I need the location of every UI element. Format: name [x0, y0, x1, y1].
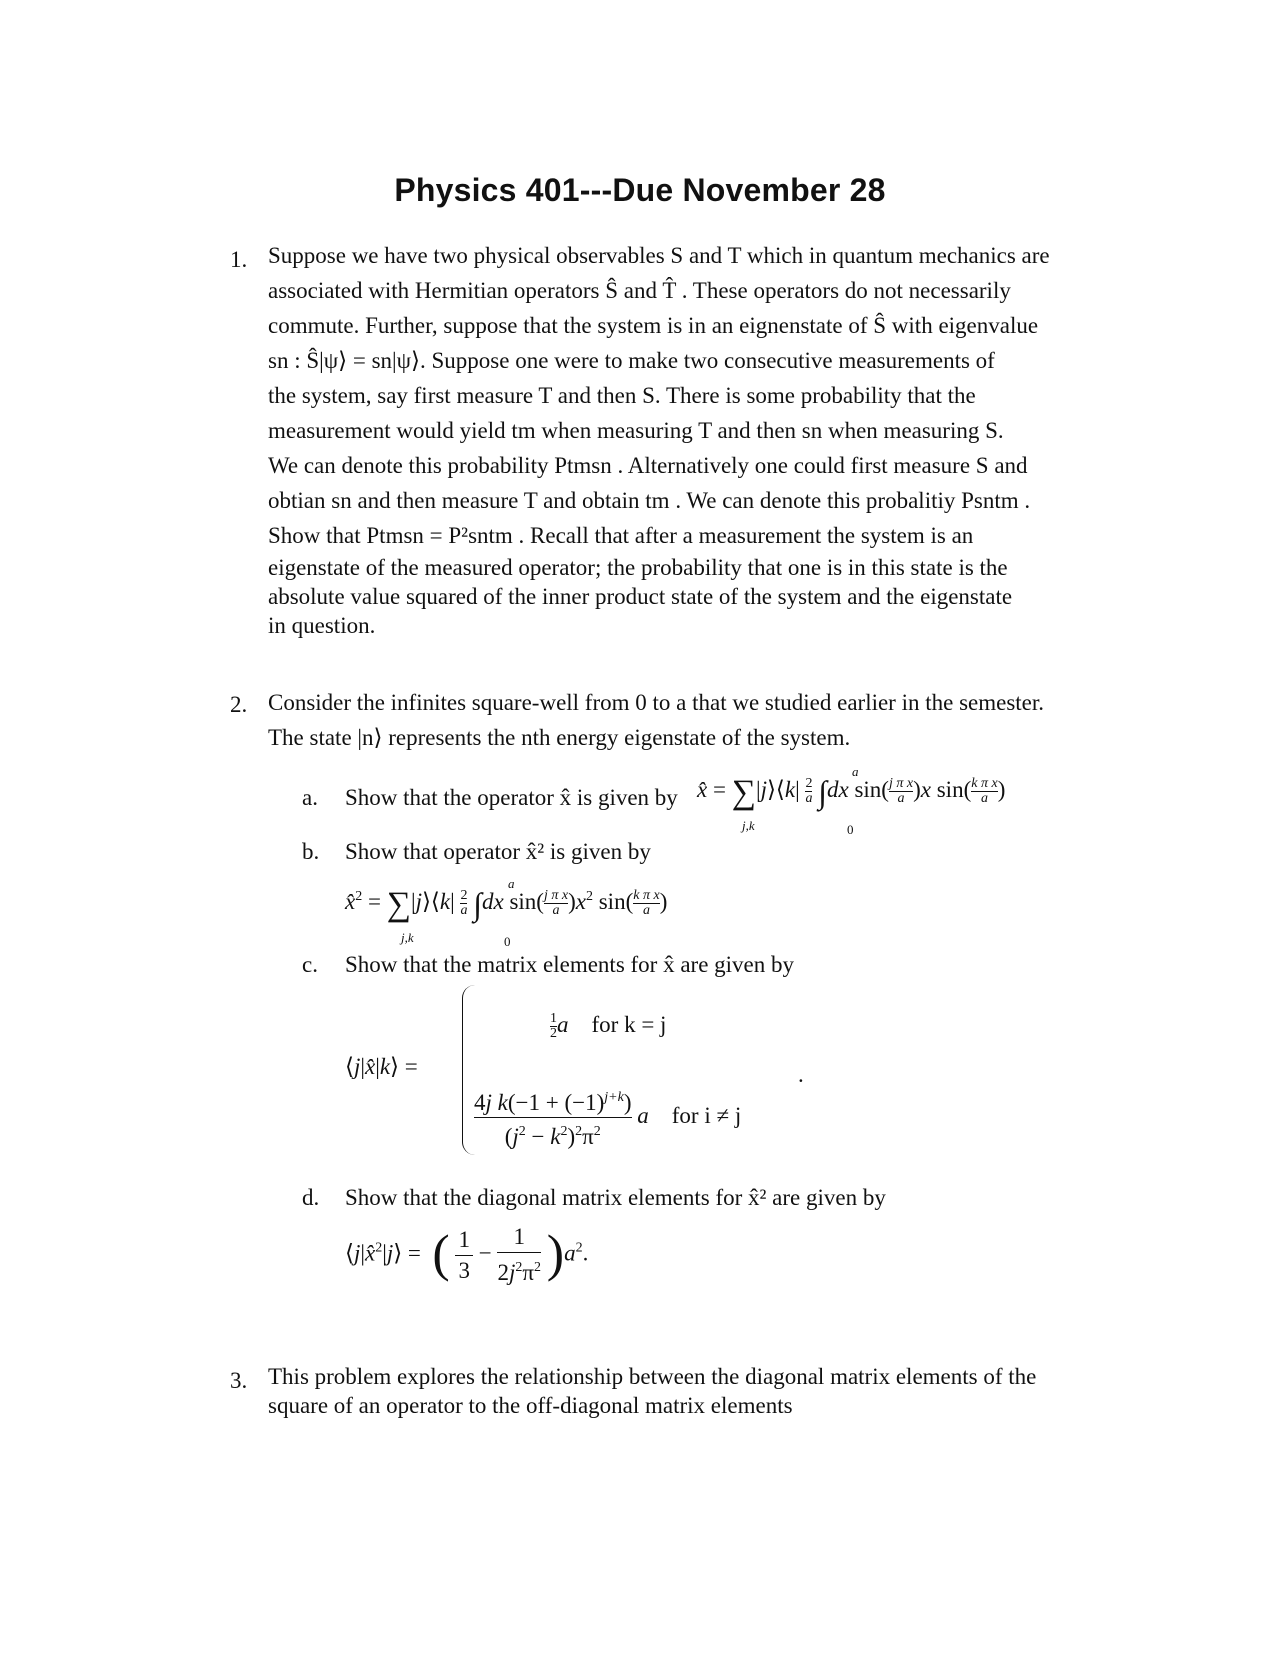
problem-1-line: Show that Ptmsn = P²sntm . Recall that after a measurement the system is an: [268, 523, 974, 548]
problem-1-line: sn : Ŝ|ψ⟩ = sn|ψ⟩. Suppose one were to make two consecutive measurements of: [268, 348, 995, 373]
matrix-element-lhs: ⟨j|x̂|k⟩ =: [345, 1054, 418, 1079]
problem-1-line: absolute value squared of the inner product state of the system and the eigenstate: [268, 584, 1013, 609]
case-diagonal: $\frac{1}{2}$ a for k = j: [550, 1011, 667, 1042]
problem-3-text: [268, 1362, 1098, 1420]
problem-3-line: square of an operator to the off-diagonal matrix elements: [268, 1393, 793, 1418]
problem-1-line: commute. Further, suppose that the system is in an eignenstate of Ŝ with eigenvalue: [268, 313, 1039, 338]
problem-1-line: associated with Hermitian operators Ŝ and T̂ . These operators do not necessarily: [268, 278, 1011, 303]
part-c-label: c.: [302, 952, 318, 977]
problem-1-line: in question.: [268, 613, 376, 638]
part-b-label: b.: [302, 839, 320, 864]
part-b-text: Show that operator x̂² is given by: [345, 839, 651, 864]
trailing-period: .: [798, 1062, 804, 1087]
problem-2-intro-line: Consider the infinites square-well from 0 to a that we studied earlier in the semester.: [268, 690, 1045, 715]
part-c-text: Show that the matrix elements for x̂ are given by: [345, 952, 795, 977]
document-page: Physics 401---Due November 28 1. Suppose we have two physical observables S and T which in quantum mechanics are associated with Hermitian operators Ŝ and T̂ . These operators do not necessarily commute. Further, suppose that the system is in an eignenstate of Ŝ with eigenvalue sn : Ŝ|ψ⟩ = sn|ψ⟩. Suppose one were to make two consecutive measurements of the system, say first measure T and then S. There is some probability that the measurement would yield tm when measuring T and then sn when measuring S. We can denote this probability Ptmsn . Alternatively one could first measure S and obtian sn and then measure T and obtain tm . We can denote this probalitiy Psntm . Show that Ptmsn = P²sntm . Recall that after a measurement the system is an eigenstate of the measured operator; the probability that one is in this state is the absolute value squared of the inner product state of the system and the eigenstate in question. 2. Consider the infinites square-well from 0 to a that we studied earlier in the semester. The state |n⟩ represents the nth energy eigenstate of the system. a. Show that the operator x̂ is given by x̂ = ∑|j⟩⟨k| $\frac{2}{a}$ ∫dx sin( $\frac{\text{j π x}}{a}$ )x sin( $\frac{\text{k π x}}{a}$ ) a 0 j,k b. Show that operator x̂² is given by x̂$^2$ = ∑|j⟩⟨k| $\frac{2}{a}$ ∫dx sin( $\frac{\text{j π x}}{a}$ )$x^2$ sin( $\frac{\text{k π x}}{a}$ ) a 0 j,k c. Show that the matrix elements for x̂ are given by ⟨j|x̂|k⟩ = $\frac{1}{2}$ a for k = j $\frac{4j k(-1 + (-1)^{j+k})}{(j^2 - k^2)^2\pi^2}$ a for i ≠ j . d. Show that the diagonal matrix elements for x̂² are given by ⟨j|x̂$^2$|j⟩ = ( $\frac{1}{3}$ − $\frac{1}{2j^2\pi^2}$ )$a^2$. 3. This problem explores the relationship between the diagonal matrix elements of the square of an operator to the off-diagonal matrix elements: [0, 0, 1280, 1656]
problem-1-line: the system, say first measure T and then S. There is some probability that the: [268, 383, 976, 408]
operator-x-equation: x̂ = ∑|j⟩⟨k| $\frac{2}{a}$ ∫dx sin( $\frac{\text{j π x}}{a}$ )x sin( $\frac{\text{k π x}}{a}$ ): [697, 774, 1006, 811]
part-a-label: a.: [302, 785, 318, 810]
problem-3-line: This problem explores the relationship between the diagonal matrix elements of the: [268, 1364, 1037, 1389]
problem-1-line: obtian sn and then measure T and obtain tm . We can denote this probalitiy Psntm .: [268, 488, 1031, 513]
case-off-diagonal-condition: for i ≠ j: [671, 1102, 742, 1128]
page-title: Physics 401---Due November 28: [394, 172, 886, 208]
problem-1-number: 1.: [230, 247, 248, 272]
problem-1-text: [268, 238, 1098, 640]
problem-1-line: measurement would yield tm when measuring T and then sn when measuring S.: [268, 418, 1004, 443]
problem-1-line: eigenstate of the measured operator; the probability that one is in this state is the: [268, 555, 1008, 580]
case-diagonal-condition: for k = j: [591, 1012, 667, 1037]
problem-2-intro-line: The state |n⟩ represents the nth energy eigenstate of the system.: [268, 725, 851, 750]
part-a-text: Show that the operator x̂ is given by: [345, 785, 678, 810]
problem-2-number: 2.: [230, 692, 248, 717]
part-d-text: Show that the diagonal matrix elements for x̂² are given by: [345, 1185, 886, 1210]
problem-1-line: Suppose we have two physical observables S and T which in quantum mechanics are: [268, 243, 1050, 268]
problem-2-intro: [268, 685, 1098, 755]
case-off-diagonal: $\frac{4j k(-1 + (-1)^{j+k})}{(j^2 - k^2)^2\pi^2}$ a for i ≠ j: [474, 1090, 742, 1149]
part-d-label: d.: [302, 1185, 320, 1210]
problem-1-line: We can denote this probability Ptmsn . Alternatively one could first measure S and: [268, 453, 1028, 478]
problem-3-number: 3.: [230, 1368, 248, 1393]
diagonal-x-squared-equation: ⟨j|x̂$^2$|j⟩ = ( $\frac{1}{3}$ − $\frac{1}{2j^2\pi^2}$ )$a^2$.: [345, 1222, 588, 1288]
operator-x-squared-equation: x̂$^2$ = ∑|j⟩⟨k| $\frac{2}{a}$ ∫dx sin( $\frac{\text{j π x}}{a}$ )$x^2$ sin( $\frac{\text{k π x}}{a}$ ): [345, 886, 668, 923]
